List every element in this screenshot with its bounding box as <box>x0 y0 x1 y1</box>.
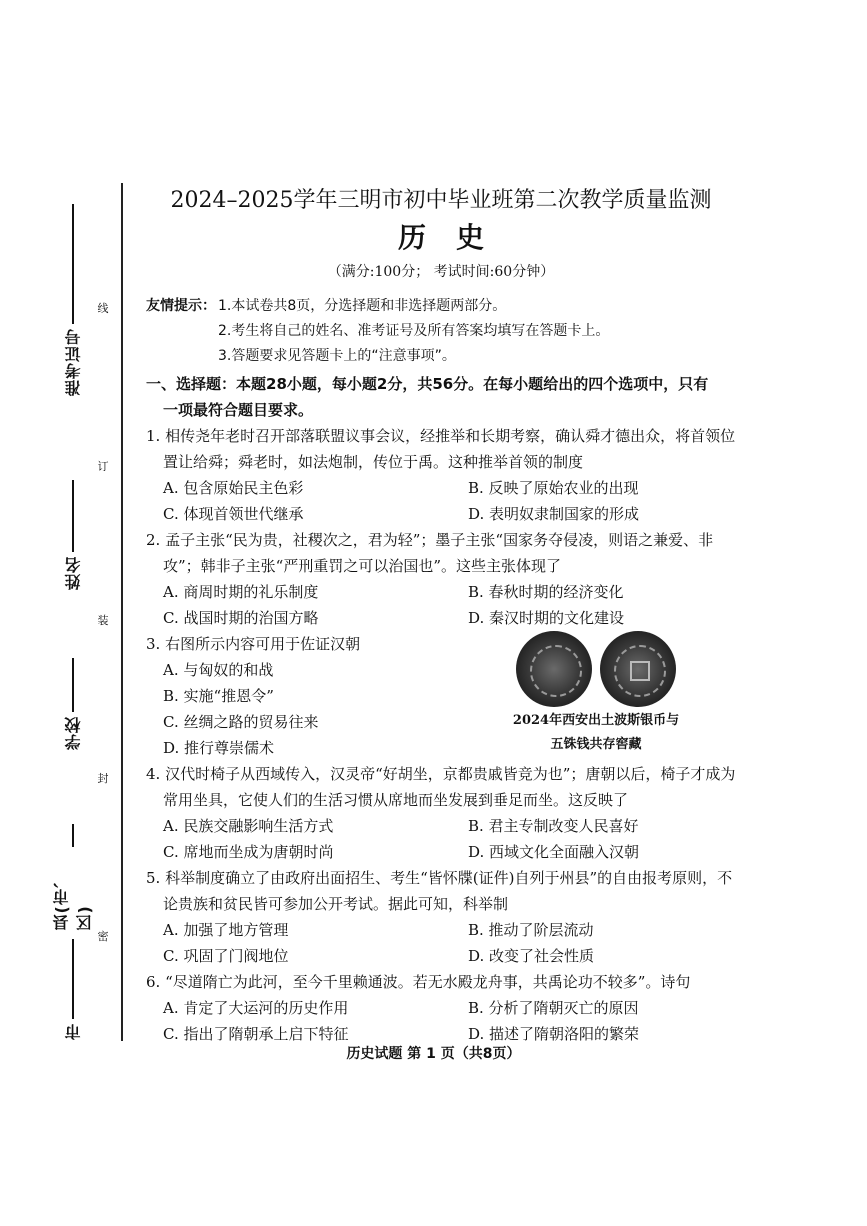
question-6 <box>146 969 736 1047</box>
city-underline <box>72 939 74 1019</box>
option-b[interactable]: B. 实施“推恩令” <box>163 687 274 705</box>
option-c[interactable]: C. 指出了隋朝承上启下特征 <box>163 1025 349 1043</box>
tip-item: 2.考生将自己的姓名、准考证号及所有答案均填写在答题卡上。 <box>218 323 610 339</box>
tips-label: 友情提示： <box>146 298 216 314</box>
page-footer: 历史试题 第 1 页（共8页） <box>346 1046 521 1062</box>
section-heading-line1: 一、选择题：本题28小题，每小题2分，共56分。在每小题给出的四个选项中，只有 <box>146 375 709 393</box>
option-a[interactable]: A. 加强了地方管理 <box>163 921 289 939</box>
seal-mark-feng: 封 <box>97 772 109 785</box>
option-a[interactable]: A. 民族交融影响生活方式 <box>163 817 334 835</box>
option-b[interactable]: B. 推动了阶层流动 <box>468 921 594 939</box>
figure-caption-line1: 2024年西安出土波斯银币与 <box>512 713 680 728</box>
section-heading-line2: 一项最符合题目要求。 <box>163 401 314 419</box>
tip-item: 1.本试卷共8页，分选择题和非选择题两部分。 <box>218 298 507 314</box>
exam-meta: （满分:100分； 考试时间:60分钟） <box>327 264 555 280</box>
exam-page <box>146 186 736 1047</box>
binding-line <box>121 183 123 1041</box>
option-d[interactable]: D. 表明奴隶制国家的形成 <box>468 505 640 523</box>
seal-mark-xian: 线 <box>97 302 109 315</box>
option-b[interactable]: B. 分析了隋朝灭亡的原因 <box>468 999 639 1017</box>
option-c[interactable]: C. 席地而坐成为唐朝时尚 <box>163 843 334 861</box>
question-5 <box>146 865 736 969</box>
option-c[interactable]: C. 丝绸之路的贸易往来 <box>163 713 319 731</box>
figure-caption-line2: 五铢钱共存窖藏 <box>550 737 642 752</box>
tips-block <box>146 294 736 369</box>
question-stem: 4. 汉代时椅子从西域传入，汉灵帝“好胡坐，京都贵戚皆竞为也”；唐朝以后，椅子才成为常用坐具，它使人们的生活习惯从席地而坐发展到垂足而坐。这反映了 <box>146 765 736 809</box>
option-a[interactable]: A. 商周时期的礼乐制度 <box>163 583 319 601</box>
county-label: 县(市、区) <box>52 870 94 930</box>
question-stem: 6. “尽道隋亡为此河，至今千里赖通波。若无水殿龙舟事，共禹论功不较多”。诗句 <box>146 973 691 991</box>
seal-mark-zhuang: 装 <box>97 614 109 627</box>
tip-item: 3.答题要求见答题卡上的“注意事项”。 <box>218 348 456 364</box>
exam-title: 2024–2025学年三明市初中毕业班第二次教学质量监测 <box>170 188 712 213</box>
exam-number-underline <box>72 204 74 324</box>
seal-mark-mi: 密 <box>97 930 109 943</box>
question-stem: 1. 相传尧年老时召开部落联盟议事会议，经推举和长期考察，确认舜才德出众，将首领位置让给舜；舜老时，如法炮制，传位于禹。这种推举首领的制度 <box>146 427 736 471</box>
option-c[interactable]: C. 体现首领世代继承 <box>163 505 304 523</box>
option-d[interactable]: D. 西域文化全面融入汉朝 <box>468 843 640 861</box>
option-b[interactable]: B. 反映了原始农业的出现 <box>468 479 639 497</box>
subject-title: 历史 <box>397 221 514 254</box>
question-4 <box>146 761 736 865</box>
option-d[interactable]: D. 改变了社会性质 <box>468 947 595 965</box>
school-field[interactable] <box>60 640 86 750</box>
seal-mark-ding: 订 <box>97 460 109 473</box>
exam-number-field[interactable] <box>60 186 86 396</box>
question-stem: 2. 孟子主张“民为贵，社稷次之，君为轻”；墨子主张“国家务夺侵凌，则语之兼爱、非攻”；韩非子主张“严刑重罚之可以治国也”。这些主张体现了 <box>146 531 714 575</box>
coin-figure <box>471 631 721 757</box>
wuzhu-coin-image <box>600 631 676 707</box>
name-field[interactable] <box>60 460 86 590</box>
question-2 <box>146 527 736 631</box>
name-underline <box>72 480 74 552</box>
exam-number-label: 准考证号 <box>63 328 83 396</box>
option-d[interactable]: D. 描述了隋朝洛阳的繁荣 <box>468 1025 640 1043</box>
option-a[interactable]: A. 包含原始民主色彩 <box>163 479 304 497</box>
section-heading <box>146 371 736 423</box>
question-stem: 3. 右图所示内容可用于佐证汉朝 <box>146 635 361 653</box>
question-1 <box>146 423 736 527</box>
option-c[interactable]: C. 战国时期的治国方略 <box>163 609 319 627</box>
persian-silver-coin-image <box>516 631 592 707</box>
school-underline <box>72 658 74 712</box>
option-b[interactable]: B. 春秋时期的经济变化 <box>468 583 624 601</box>
option-a[interactable]: A. 与匈奴的和战 <box>163 661 274 679</box>
option-d[interactable]: D. 秦汉时期的文化建设 <box>468 609 625 627</box>
school-label: 学校 <box>63 716 83 750</box>
option-b[interactable]: B. 君主专制改变人民喜好 <box>468 817 639 835</box>
option-d[interactable]: D. 推行尊崇儒术 <box>163 739 275 757</box>
question-stem: 5. 科举制度确立了由政府出面招生、考生“皆怀牒(证件)自列于州县”的自由报考原则，不论贵族和贫民皆可参加公开考试。据此可知，科举制 <box>146 869 733 913</box>
question-3 <box>146 631 736 761</box>
city-label: 市 <box>63 1023 83 1040</box>
option-a[interactable]: A. 肯定了大运河的历史作用 <box>163 999 349 1017</box>
county-field[interactable] <box>52 820 94 930</box>
name-label: 姓名 <box>63 556 83 590</box>
county-underline <box>72 824 74 847</box>
city-field[interactable] <box>60 930 86 1040</box>
option-c[interactable]: C. 巩固了门阀地位 <box>163 947 289 965</box>
